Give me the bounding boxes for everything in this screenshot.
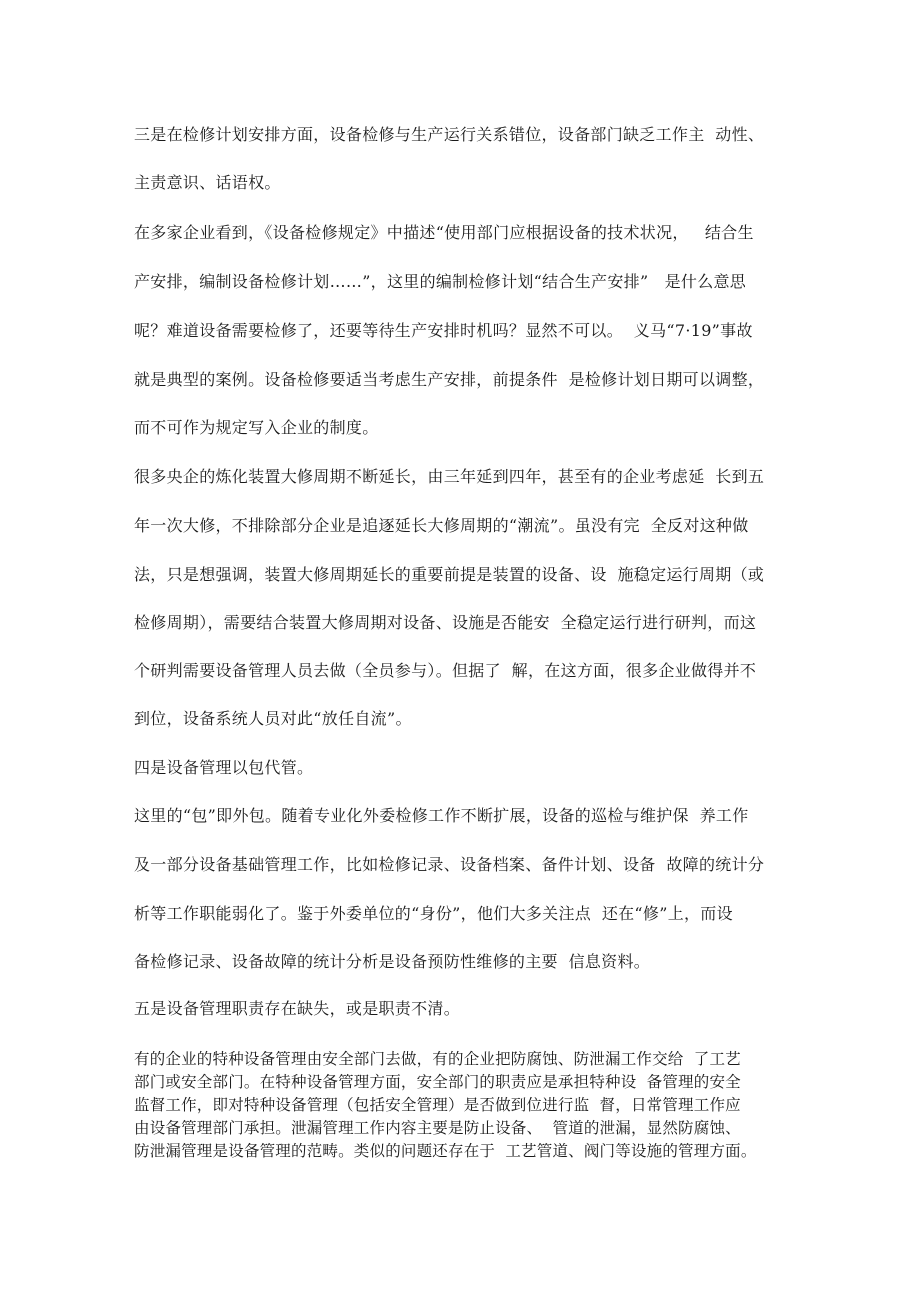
text-line: 年一次大修，不排除部分企业是追逐延长大修周期的“潮流”。虽没有完 全反对这种做 xyxy=(134,516,749,535)
text-line: 个研判需要设备管理人员去做（全员参与）。但据了 解，在这方面，很多企业做得并不 xyxy=(134,661,757,680)
text-line: 析等工作职能弱化了。鉴于外委单位的“身份”，他们大多关注点 还在“修”上，而设 xyxy=(134,904,733,923)
text-line: 由设备管理部门承担。泄漏管理工作内容主要是防止设备、 管道的泄漏，显然防腐蚀、 xyxy=(134,1119,741,1137)
text-line: 监督工作，即对特种设备管理（包括安全管理）是否做到位进行监 督，日常管理工作应 xyxy=(134,1096,741,1114)
text-line: 在多家企业看到，《设备检修规定》中描述“使用部门应根据设备的技术状况， 结合生 xyxy=(134,223,754,242)
text-line: 防泄漏管理是设备管理的范畴。类似的问题还存在于 工艺管道、阀门等设施的管理方面。 xyxy=(134,1142,757,1160)
text-line: 三是在检修计划安排方面，设备检修与生产运行关系错位，设备部门缺乏工作主 动性、 xyxy=(134,125,765,144)
text-line: 检修周期），需要结合装置大修周期对设备、设施是否能安 全稳定运行进行研判，而这 xyxy=(134,613,757,632)
text-line: 备检修记录、设备故障的统计分析是设备预防性维修的主要 信息资料。 xyxy=(134,952,651,971)
text-line: 就是典型的案例。设备检修要适当考虑生产安排，前提条件 是检修计划日期可以调整， xyxy=(134,370,765,389)
text-line: 主责意识、话语权。 xyxy=(134,173,281,192)
text-line: 法，只是想强调，装置大修周期延长的重要前提是装置的设备、设 施稳定运行周期（或 xyxy=(134,565,765,584)
text-line: 这里的“包”即外包。随着专业化外委检修工作不断扩展，设备的巡检与维护保 养工作 xyxy=(134,806,749,825)
text-line: 有的企业的特种设备管理由安全部门去做，有的企业把防腐蚀、防泄漏工作交给 了工艺 xyxy=(134,1050,741,1068)
text-line: 到位，设备系统人员对此“放任自流”。 xyxy=(134,709,412,728)
text-line: 产安排，编制设备检修计划……”，这里的编制检修计划“结合生产安排” 是什么意思 xyxy=(134,272,747,291)
text-line: 而不可作为规定写入企业的制度。 xyxy=(134,418,379,437)
text-line: 部门或安全部门。在特种设备管理方面，安全部门的职责应是承担特种设 备管理的安全 xyxy=(134,1073,741,1091)
text-line: 很多央企的炼化装置大修周期不断延长，由三年延到四年，甚至有的企业考虑延 长到五 xyxy=(134,467,765,486)
text-line: 呢？难道设备需要检修了，还要等待生产安排时机吗？显然不可以。 义马“7·19”事故 xyxy=(134,321,753,340)
text-line: 五是设备管理职责存在缺失，或是职责不清。 xyxy=(134,999,461,1018)
text-line: 四是设备管理以包代管。 xyxy=(134,758,314,777)
text-line: 及一部分设备基础管理工作，比如检修记录、设备档案、备件计划、设备 故障的统计分 xyxy=(134,855,765,874)
